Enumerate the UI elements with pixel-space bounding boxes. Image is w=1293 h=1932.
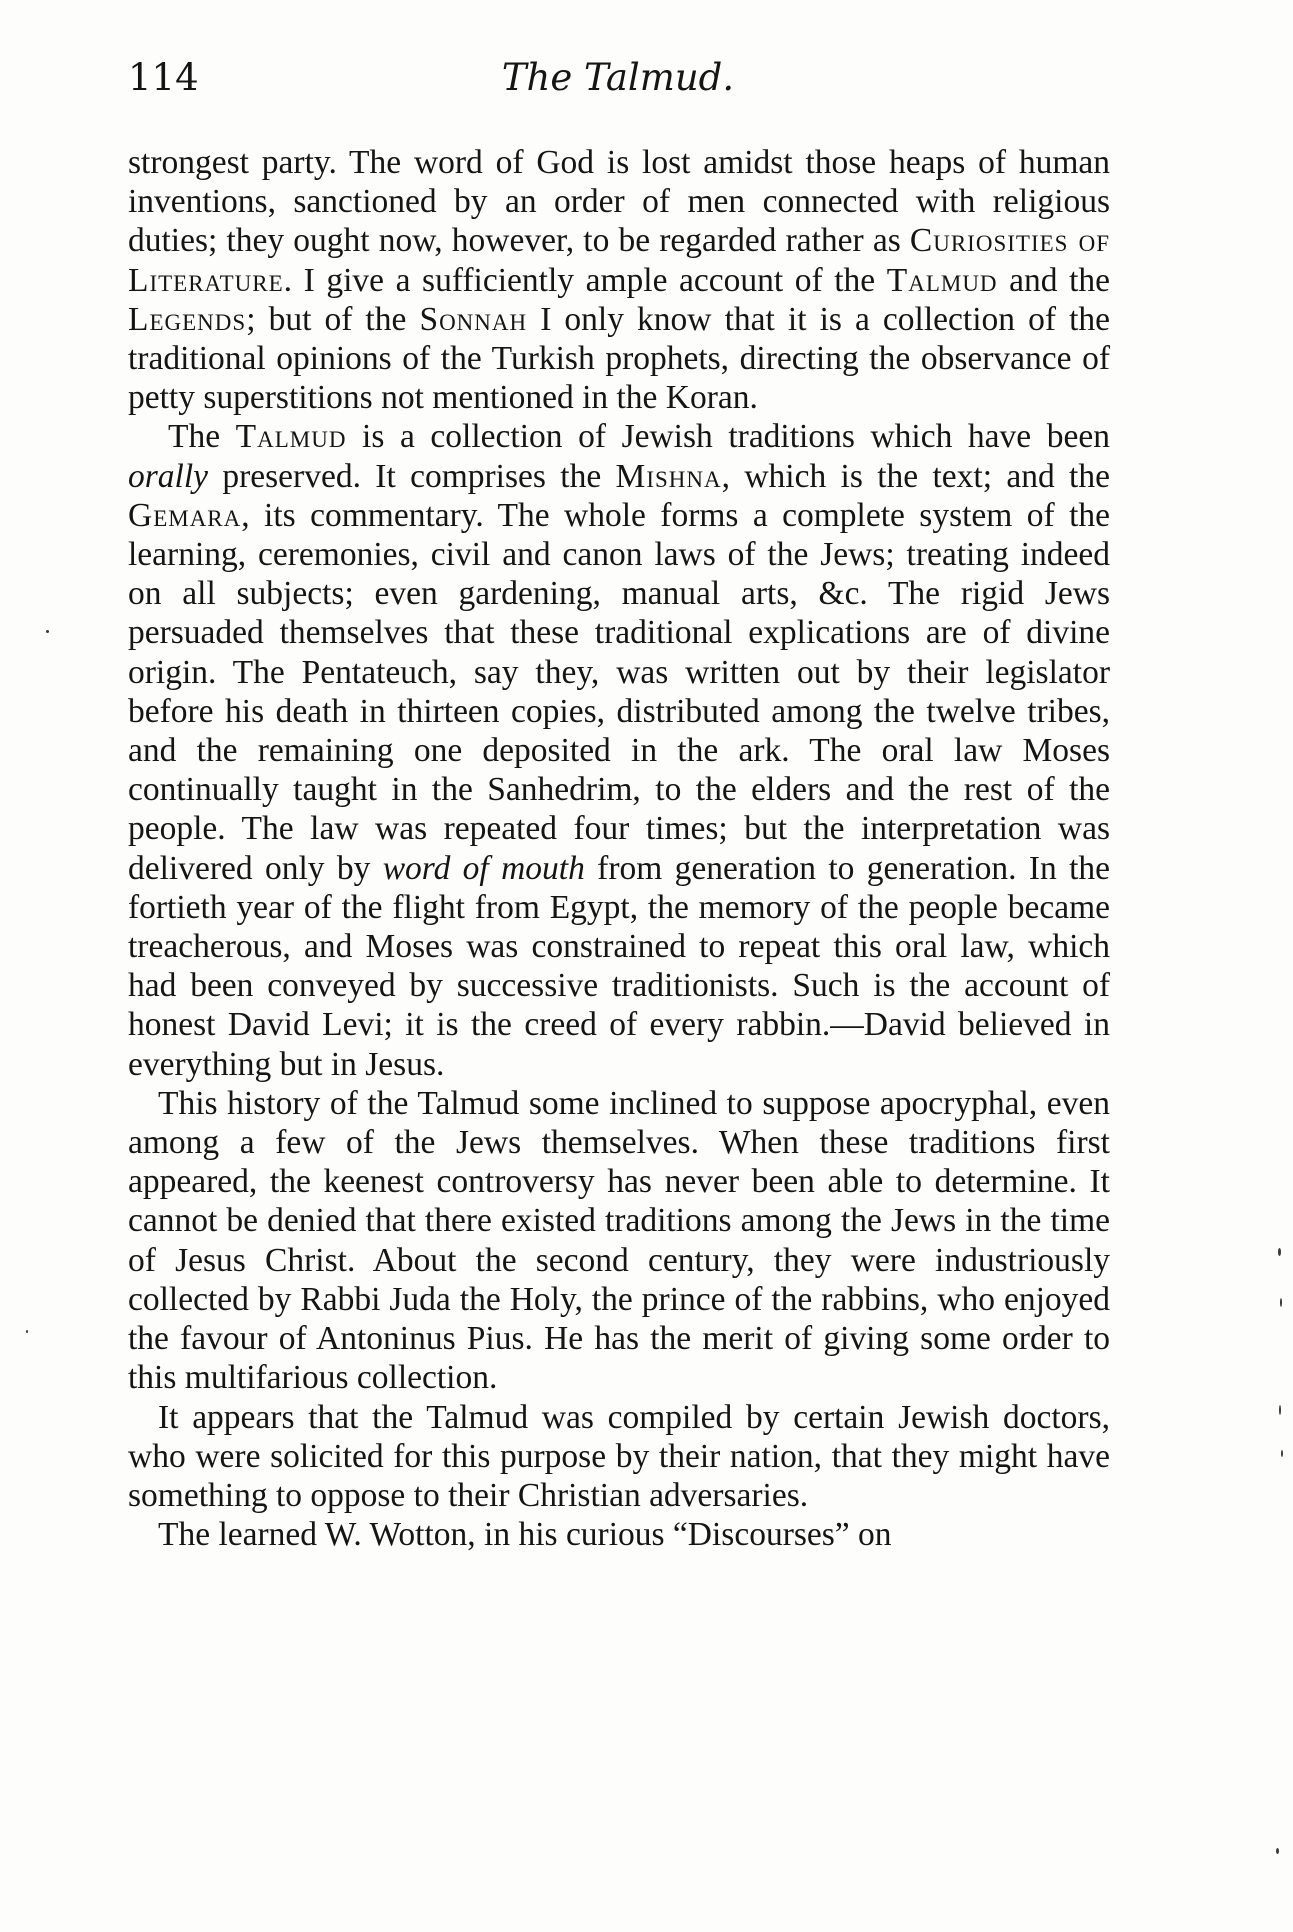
small-caps-term: Legends bbox=[128, 300, 247, 338]
text-run: . I give a sufficiently ample account of the bbox=[283, 261, 887, 299]
body-text bbox=[128, 143, 1110, 1554]
paragraph-5 bbox=[128, 1515, 1110, 1554]
text-run: preserved. It comprises the bbox=[208, 457, 616, 495]
text-run: is a collection of Jewish traditions which have been bbox=[346, 418, 1110, 456]
scan-speck bbox=[1280, 1298, 1282, 1307]
small-caps-term: Gemara bbox=[128, 496, 242, 534]
page-header bbox=[128, 48, 1108, 108]
text-run: I only know that it is a collection of the traditional opinions of the Turkish prophets, directing the observance of petty superstitions not mentioned in the Koran. bbox=[128, 300, 1110, 417]
page-number: 114 bbox=[128, 56, 199, 99]
text-run: The bbox=[168, 418, 236, 456]
text-run: ; but of the bbox=[246, 300, 420, 338]
text-run: , its commentary. The whole forms a complete system of the learning, ceremonies, civil and canon laws of the Jews; treating indeed on all subjects; even gardening, manual arts, &c. The rigid Jews persuaded themselves that these traditional explications are of divine origin. The Pentateuch, say they, was written out by their legislator before his death in thirteen copies, distributed among the twelve tribes, and the remaining one deposited in the ark. The oral law Moses continually taught in the Sanhedrim, to the elders and the rest of the people. The law was repeated four times; but the interpretation was delivered only by bbox=[128, 496, 1110, 887]
text-run: strongest party. The word of God is lost amidst those heaps of human inventions, sanctioned by an order of men connected with religious duties; they ought now, however, to be regarded rather as bbox=[128, 144, 1110, 260]
small-caps-term: Curiosities of Literature bbox=[128, 222, 1111, 299]
paragraph-3 bbox=[128, 1084, 1110, 1398]
small-caps-term: Sonnah bbox=[419, 300, 528, 338]
scan-speck bbox=[1279, 1405, 1281, 1415]
scan-speck bbox=[46, 630, 49, 633]
running-title: The Talmud. bbox=[501, 56, 735, 99]
paragraph-1 bbox=[128, 143, 1110, 417]
text-run: and the bbox=[997, 261, 1110, 299]
text-run: The learned W. Wotton, in his curious “Discourses” on bbox=[158, 1516, 892, 1554]
scan-speck bbox=[1281, 1450, 1283, 1457]
text-run: This history of the Talmud some inclined to suppose apocryphal, even among a few of the Jews themselves. When these traditions first appeared, the keenest controversy has never been able to determine. It cannot be denied that there existed traditions among the Jews in the time of Jesus Christ. About the second century, they were industriously collected by Rabbi Juda the Holy, the prince of the rabbins, who enjoyed the favour of Antoninus Pius. He has the merit of giving some order to this multifarious collection. bbox=[128, 1084, 1110, 1397]
small-caps-term: Talmud bbox=[235, 418, 347, 456]
small-caps-term: Talmud bbox=[886, 261, 998, 299]
text-run: It appears that the Talmud was compiled by certain Jewish doctors, who were solicited for this purpose by their nation, that they might have something to oppose to their Christian adversaries. bbox=[128, 1398, 1110, 1514]
paragraph-4 bbox=[128, 1398, 1110, 1516]
text-run: from generation to generation. In the fortieth year of the flight from Egypt, the memory of the people became treacherous, and Moses was constrained to repeat this oral law, which had been conveyed by successive traditionists. Such is the account of honest David Levi; it is the creed of every rabbin.—David believed in everything but in Jesus. bbox=[128, 849, 1110, 1083]
paragraph-2 bbox=[128, 417, 1110, 1083]
small-caps-term: Mishna bbox=[615, 457, 722, 495]
italic-term: word of mouth bbox=[382, 849, 585, 887]
scan-speck bbox=[26, 1330, 28, 1333]
italic-term: orally bbox=[128, 457, 209, 495]
scan-speck bbox=[1278, 1248, 1281, 1256]
scan-speck bbox=[1276, 1848, 1279, 1854]
text-run: , which is the text; and the bbox=[721, 457, 1110, 495]
